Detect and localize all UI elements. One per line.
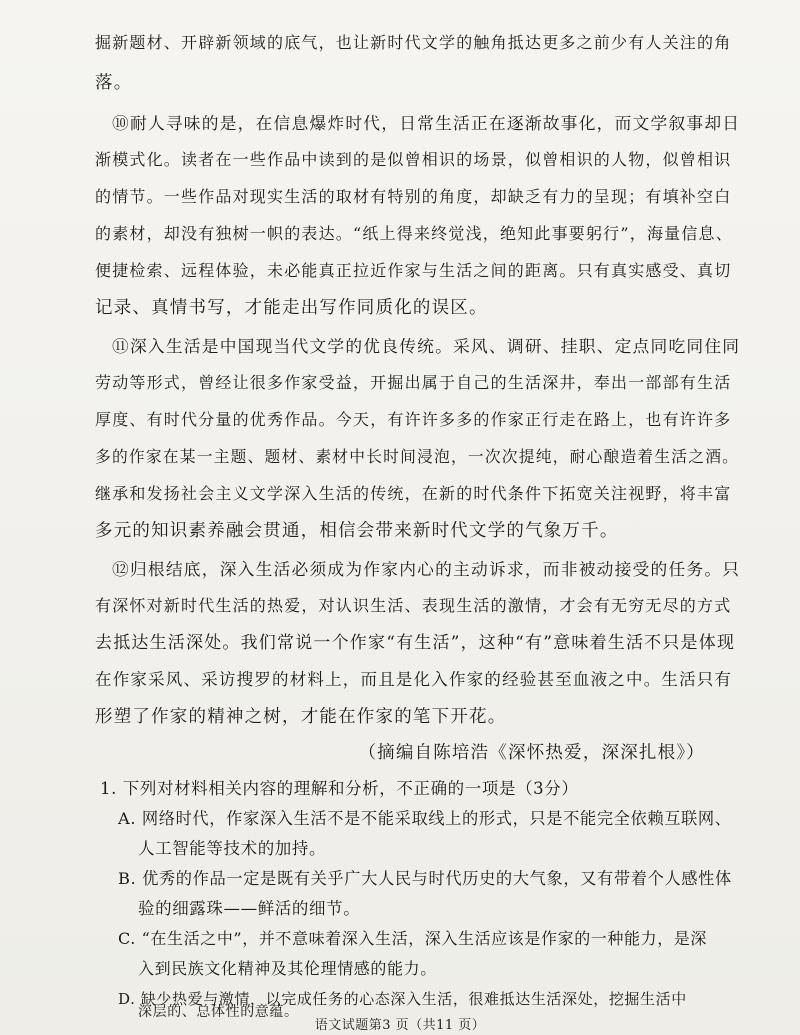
page-footer: 语文试题第3 页（共11 页）	[314, 1018, 486, 1033]
paragraph-10-line: 便捷检索、远程体验，未必能真正拉近作家与生活之间的距离。只有真实感受、真切	[95, 261, 732, 280]
paragraph-10-line: 的情节。一些作品对现实生活的取材有特别的角度，却缺乏有力的呈现；有填补空白	[95, 187, 732, 206]
paragraph-11-line: 厚度、有时代分量的优秀作品。今天，有许许多多的作家正行走在路上，也有许许多	[95, 410, 732, 429]
paragraph-10-line: 的素材，却没有独树一帜的表达。“纸上得来终觉浅，绝知此事要躬行”，海量信息、	[95, 224, 733, 243]
paragraph-9-line: 落。	[95, 73, 133, 93]
paragraph-12-line: 有深怀对新时代生活的热爱，对认识生活、表现生活的激情，才会有无穷无尽的方式	[95, 596, 732, 615]
option-a-line1: A. 网络时代，作家深入生活不是不能采取线上的形式，只是不能完全依赖互联网、	[118, 809, 732, 828]
option-d-line2: 深层的、总体性的意蕴。	[138, 1004, 299, 1020]
paragraph-12-line: 在作家采风、采访搜罗的材料上，而且是化入作家的经验甚至血液之中。生活只有	[95, 670, 733, 689]
paragraph-11-line: 劳动等形式，曾经让很多作家受益，开掘出属于自己的生活深井，奉出一部部有生活	[95, 373, 732, 392]
paragraph-9-line: 掘新题材、开辟新领域的底气，也让新时代文学的触角抵达更多之前少有人关注的角	[95, 33, 732, 52]
source-citation: （摘编自陈培浩《深怀热爱，深深扎根》）	[358, 743, 705, 763]
option-c-line1: C. “在生活之中”，并不意味着深入生活，深入生活应该是作家的一种能力，是深	[118, 929, 708, 948]
paragraph-11-line: 多元的知识素养融会贯通，相信会带来新时代文学的气象万千。	[95, 521, 619, 541]
paragraph-12-line: 去抵达生活深处。我们常说一个作家“有生活”，这种“有”意味着生活不只是体现	[95, 633, 736, 653]
option-b-line1: B. 优秀的作品一定是既有关乎广大人民与时代历史的大气象，又有带着个人感性体	[118, 869, 732, 888]
paragraph-10-line: 记录、真情书写，才能走出写作同质化的误区。	[95, 298, 488, 318]
paragraph-12-line: 形塑了作家的精神之树，才能在作家的笔下开花。	[95, 707, 507, 727]
paragraph-12-line: ⑫归根结底，深入生活必须成为作家内心的主动诉求，而非被动接受的任务。只	[112, 559, 741, 579]
paragraph-10-line: 渐模式化。读者在一些作品中读到的是似曾相识的场景，似曾相识的人物，似曾相识	[95, 150, 732, 169]
paragraph-11-line: 多的作家在某一主题、题材、素材中长时间浸泡，一次次提纯，耐心酿造着生活之酒。	[95, 447, 740, 466]
paragraph-10-line: ⑩耐人寻味的是，在信息爆炸时代，日常生活正在逐渐故事化，而文学叙事却日	[112, 113, 741, 133]
option-d-line1: D. 缺少热爱与激情，以完成任务的心态深入生活，很难抵达生活深处，挖掘生活中	[118, 990, 687, 1008]
option-b-line2: 验的细露珠——鲜活的细节。	[138, 899, 361, 918]
question-stem: 1. 下列对材料相关内容的理解和分析，不正确的一项是（3分）	[100, 779, 579, 798]
option-a-line2: 人工智能等技术的加持。	[138, 839, 327, 858]
paragraph-11-line: 继承和发扬社会主义文学深入生活的传统，在新的时代条件下拓宽关注视野，将丰富	[95, 484, 732, 503]
paragraph-11-line: ⑪深入生活是中国现当代文学的优良传统。采风、调研、挂职、定点同吃同住同	[112, 336, 741, 356]
option-c-line2: 入到民族文化精神及其伦理情感的能力。	[138, 959, 437, 978]
